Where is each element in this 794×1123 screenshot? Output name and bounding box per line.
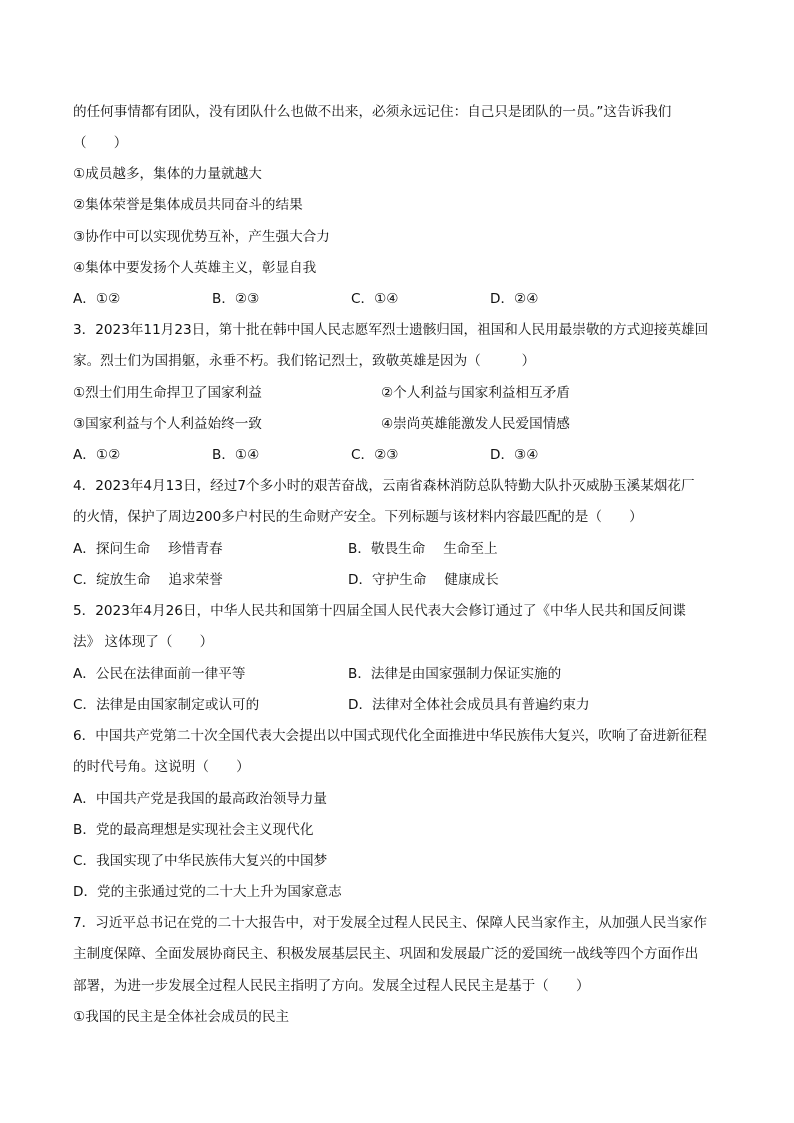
q2-option-c[interactable]: C．①④ — [351, 291, 399, 307]
q3-statements-row1 — [73, 383, 689, 403]
q3-statement-1: ①烈士们用生命捍卫了国家利益 — [73, 385, 262, 401]
q3-statement-3: ③国家利益与个人利益始终一致 — [73, 416, 262, 432]
q4-option-b[interactable]: B．敬畏生命 生命至上 — [348, 541, 498, 557]
q2-statement-1: ①成员越多，集体的力量就越大 — [73, 166, 262, 182]
q6-option-c[interactable]: C．我国实现了中华民族伟大复兴的中国梦 — [73, 853, 328, 869]
q7-stem-line1: 7．习近平总书记在党的二十大报告中，对于发展全过程人民民主、保障人民当家作主，从加强人民当家作 — [73, 915, 707, 931]
q2-statement-2: ②集体荣誉是集体成员共同奋斗的结果 — [73, 197, 303, 213]
q5-stem-line2: 法》 这体现了（ ） — [73, 634, 214, 650]
q4-option-d[interactable]: D．守护生命 健康成长 — [348, 572, 499, 588]
q7-stem-line2: 主制度保障、全面发展协商民主、积极发展基层民主、巩固和发展最广泛的爱国统一战线等四个方面作出 — [73, 946, 699, 962]
q5-option-a[interactable]: A．公民在法律面前一律平等 — [73, 666, 246, 682]
q3-option-d[interactable]: D．③④ — [490, 447, 539, 463]
q5-option-d[interactable]: D．法律对全体社会成员具有普遍约束力 — [348, 697, 590, 713]
q5-options-row1 — [73, 664, 623, 684]
q4-option-c[interactable]: C．绽放生命 追求荣誉 — [73, 572, 223, 588]
q2-statement-3: ③协作中可以实现优势互补，产生强大合力 — [73, 229, 330, 245]
q6-option-a[interactable]: A．中国共产党是我国的最高政治领导力量 — [73, 791, 327, 807]
q2-stem-line2: （ ） — [73, 135, 128, 151]
q5-stem-line1: 5．2023年4月26日，中华人民共和国第十四届全国人民代表大会修订通过了《中华人民共和国反间谍 — [73, 603, 686, 619]
q6-option-d[interactable]: D．党的主张通过党的二十大上升为国家意志 — [73, 884, 342, 900]
q3-stem-line2: 家。烈士们为国捐躯，永垂不朽。我们铭记烈士，致敬英雄是因为（ ） — [73, 353, 536, 369]
q7-stem-line3: 部署，为进一步发展全过程人民民主指明了方向。发展全过程人民民主是基于（ ） — [73, 978, 590, 994]
q5-option-c[interactable]: C．法律是由国家制定或认可的 — [73, 697, 260, 713]
q5-option-b[interactable]: B．法律是由国家强制力保证实施的 — [348, 666, 562, 682]
q3-stem-line1: 3．2023年11月23日，第十批在韩中国人民志愿军烈士遗骸归国，祖国和人民用最崇敬的方式迎接英雄回 — [73, 322, 709, 338]
q2-option-d[interactable]: D．②④ — [490, 291, 539, 307]
q4-options-row2 — [73, 570, 623, 590]
q2-options — [73, 289, 629, 309]
q3-statements-row2 — [73, 414, 689, 434]
q3-option-c[interactable]: C．②③ — [351, 447, 399, 463]
q6-stem-line2: 的时代号角。这说明（ ） — [73, 759, 250, 775]
q2-stem-line1: 的任何事情都有团队，没有团队什么也做不出来，必须永远记住：自己只是团队的一员。”这告诉我们 — [73, 104, 672, 120]
q4-options-row1 — [73, 539, 623, 559]
q4-option-a[interactable]: A．探问生命 珍惜青春 — [73, 541, 223, 557]
q2-option-a[interactable]: A．①② — [73, 291, 121, 307]
q2-option-b[interactable]: B．②③ — [212, 291, 260, 307]
q7-statement-1: ①我国的民主是全体社会成员的民主 — [73, 1009, 290, 1025]
q4-stem-line1: 4．2023年4月13日，经过7个多小时的艰苦奋战，云南省森林消防总队特勤大队扑灭威胁玉溪某烟花厂 — [73, 478, 695, 494]
q2-statement-4: ④集体中要发扬个人英雄主义，彰显自我 — [73, 260, 317, 276]
q6-stem-line1: 6．中国共产党第二十次全国代表大会提出以中国式现代化全面推进中华民族伟大复兴，吹响了奋进新征程 — [73, 728, 707, 744]
q5-options-row2 — [73, 695, 623, 715]
q4-stem-line2: 的火情，保护了周边200多户村民的生命财产安全。下列标题与该材料内容最匹配的是（ ） — [73, 509, 643, 525]
q3-option-b[interactable]: B．①④ — [212, 447, 260, 463]
q6-option-b[interactable]: B．党的最高理想是实现社会主义现代化 — [73, 822, 314, 838]
q3-options — [73, 445, 629, 465]
q3-option-a[interactable]: A．①② — [73, 447, 121, 463]
q3-statement-4: ④崇尚英雄能激发人民爱国情感 — [381, 416, 570, 432]
q3-statement-2: ②个人利益与国家利益相互矛盾 — [381, 385, 570, 401]
